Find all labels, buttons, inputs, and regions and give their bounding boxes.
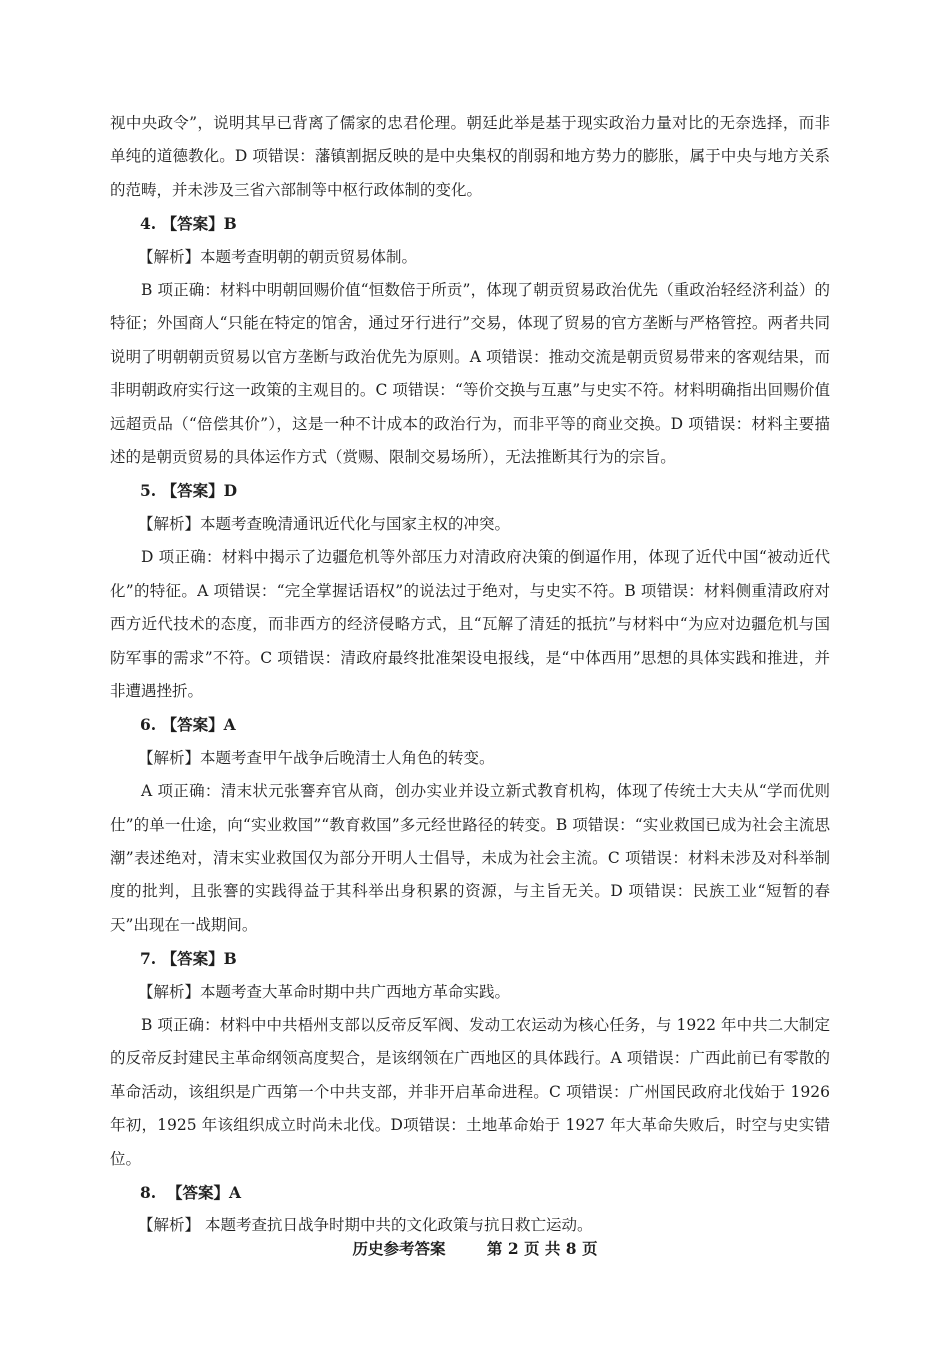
analysis-detail-q5: D 项正确：材料中揭示了边疆危机等外部压力对清政府决策的倒逼作用，体现了近代中国“被动近代化”的特征。A 项错误：“完全掌握话语权”的说法过于绝对，与史实不符。B 项错误：材料侧重清政府对西方近代技术的态度，而非西方的经济侵略方式，且“瓦解了清廷的抵抗”与材料中“为应对边疆危机与国防军事的需求”不符。C 项错误：清政府最终批准架设电报线，是“中体西用”思想的具体实践和推进，并非遭遇挫折。 — [110, 548, 830, 700]
answer-content — [110, 107, 830, 1243]
page-footer — [0, 1237, 950, 1259]
analysis-detail-q7: B 项正确：材料中中共梧州支部以反帝反军阀、发动工农运动为核心任务，与 1922 年中共二大制定的反帝反封建民主革命纲领高度契合，是该纲领在广西地区的具体践行。A 项错误：广西此前已有零散的革命活动，该组织是广西第一个中共支部，并非开启革命进程。C 项错误：广州国民政府北伐始于 1926 年初，1925 年该组织成立时尚未北伐。D项错误：土地革命始于 1927 年大革命失败后，时空与史实错位。 — [110, 1015, 830, 1168]
intro-paragraph: 视中央政令”，说明其早已背离了儒家的忠君伦理。朝廷此举是基于现实政治力量对比的无奈选择，而非单纯的道德教化。D 项错误：藩镇割据反映的是中央集权的削弱和地方势力的膨胀，属于中央与地方关系的范畴，并未涉及三省六部制等中枢行政体制的变化。 — [110, 114, 830, 199]
analysis-detail-q6: A 项正确：清末状元张謇弃官从商，创办实业并设立新式教育机构，体现了传统士大夫从“学而优则仕”的单一仕途，向“实业救国”“教育救国”多元经世路径的转变。B 项错误：“实业救国已成为社会主流思潮”表述绝对，清末实业救国仅为部分开明人士倡导，未成为社会主流。C 项错误：材料未涉及对科举制度的批判，且张謇的实践得益于其科举出身积累的资源，与主旨无关。D 项错误：民族工业“短暂的春天”出现在一战期间。 — [110, 782, 830, 934]
analysis-line-q6: 【解析】本题考查甲午战争后晚清士人角色的转变。 — [138, 748, 495, 767]
analysis-line-q5: 【解析】本题考查晚清通讯近代化与国家主权的冲突。 — [138, 514, 511, 533]
answer-line-q8: 8. 【答案】A — [140, 1183, 242, 1202]
footer-page-number: 第 2 页 共 8 页 — [486, 1239, 598, 1258]
footer-subject: 历史参考答案 — [352, 1239, 446, 1258]
answer-line-q5: 5. 【答案】D — [140, 481, 238, 501]
analysis-detail-q4: B 项正确：材料中明朝回赐价值“恒数倍于所贡”，体现了朝贡贸易政治优先（重政治轻经济利益）的特征；外国商人“只能在特定的馆舍，通过牙行进行”交易，体现了贸易的官方垄断与严格管控。两者共同说明了明朝朝贡贸易以官方垄断与政治优先为原则。A 项错误：推动交流是朝贡贸易带来的客观结果，而非明朝政府实行这一政策的主观目的。C 项错误：“等价交换与互惠”与史实不符。材料明确指出回赐价值远超贡品（“倍偿其价”），这是一种不计成本的政治行为，而非平等的商业交换。D 项错误：材料主要描述的是朝贡贸易的具体运作方式（赏赐、限制交易场所），无法推断其行为的宗旨。 — [110, 281, 830, 467]
analysis-line-q8: 【解析】 本题考查抗日战争时期中共的文化政策与抗日救亡运动。 — [138, 1216, 593, 1235]
answer-line-q6: 6. 【答案】A — [140, 715, 236, 735]
answer-line-q7: 7. 【答案】B — [140, 949, 237, 969]
analysis-line-q7: 【解析】本题考查大革命时期中共广西地方革命实践。 — [138, 982, 511, 1001]
answer-line-q4: 4. 【答案】B — [140, 214, 237, 234]
analysis-line-q4: 【解析】本题考查明朝的朝贡贸易体制。 — [138, 247, 418, 266]
